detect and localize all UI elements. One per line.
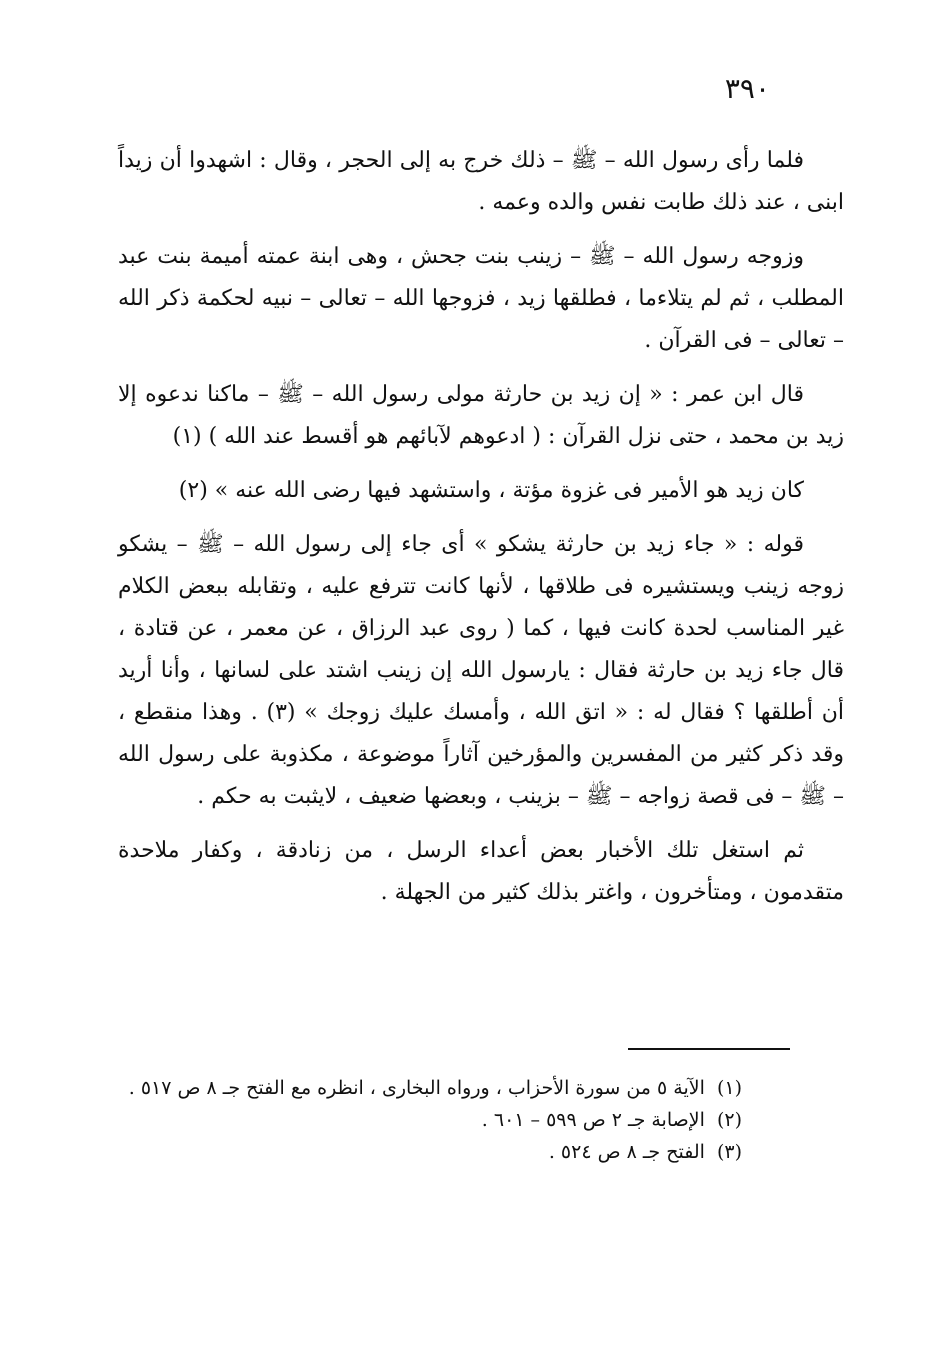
paragraph-4: كان زيد هو الأمير فى غزوة مؤتة ، واستشهد فيها رضى الله عنه » (٢)	[178, 478, 804, 503]
paragraph-3: قال ابن عمر : « إن زيد بن حارثة مولى رسول الله – ﷺ – ماكنا ندعوه إلا زيد بن محمد ، حتى نزل القرآن : ( ادعوهم لآبائهم هو أقسط عند الله ) (١)	[118, 382, 844, 449]
footnote-2	[116, 1104, 742, 1136]
footnotes	[116, 1072, 742, 1168]
paragraph-2: وزوجه رسول الله – ﷺ – زينب بنت جحش ، وهى ابنة عمته أميمة بنت عبد المطلب ، ثم لم يتلاءما ، فطلقها زيد ، فزوجها الله – تعالى – نبيه لحكمة ذكر الله – تعالى – فى القرآن .	[118, 244, 844, 353]
footnote-3	[116, 1136, 742, 1168]
footnote-3-marker: (٣)	[716, 1141, 742, 1163]
page-number: ٣٩٠	[724, 72, 770, 105]
paragraph-5: قوله : « جاء زيد بن حارثة يشكو » أى جاء إلى رسول الله – ﷺ – يشكو زوجه زينب ويستشيره فى طلاقها ، لأنها كانت تترفع عليه ، وتقابله ببعض الكلام غير المناسب لحدة كانت فيها ، كما ( روى عبد الرزاق ، عن معمر ، عن قتادة ، قال جاء زيد بن حارثة فقال : يارسول الله إن زينب اشتد على لسانها ، وأنا أريد أن أطلقها ؟ فقال له : « اتق الله ، وأمسك عليك زوجك » (٣) . وهذا منقطع ، وقد ذكر كثير من المفسرين والمؤرخين آثاراً موضوعة ، مكذوبة على رسول الله – ﷺ – فى قصة زواجه – ﷺ – بزينب ، وبعضها ضعيف ، لايثبت به حكم .	[118, 532, 845, 809]
paragraph-1: فلما رأى رسول الله – ﷺ – ذلك خرج به إلى الحجر ، وقال : اشهدوا أن زيداً ابنى ، عند ذلك طابت نفس والده وعمه .	[118, 148, 844, 215]
footnote-1-marker: (١)	[716, 1077, 742, 1099]
paragraph-6: ثم استغل تلك الأخبار بعض أعداء الرسل ، من زنادقة ، وكفار ملاحدة متقدمون ، ومتأخرون ، واغتر بذلك كثير من الجهلة .	[118, 838, 844, 905]
footnote-divider	[628, 1048, 790, 1050]
footnote-1-text: الآية ٥ من سورة الأحزاب ، ورواه البخارى ، انظره مع الفتح جـ ٨ ص ٥١٧ .	[128, 1077, 705, 1099]
footnote-1	[116, 1072, 742, 1104]
footnote-2-marker: (٢)	[716, 1109, 742, 1131]
footnote-3-text: الفتح جـ ٨ ص ٥٢٤ .	[548, 1141, 705, 1163]
footnote-2-text: الإصابة جـ ٢ ص ٥٩٩ – ٦٠١ .	[481, 1109, 705, 1131]
main-text	[118, 140, 844, 926]
